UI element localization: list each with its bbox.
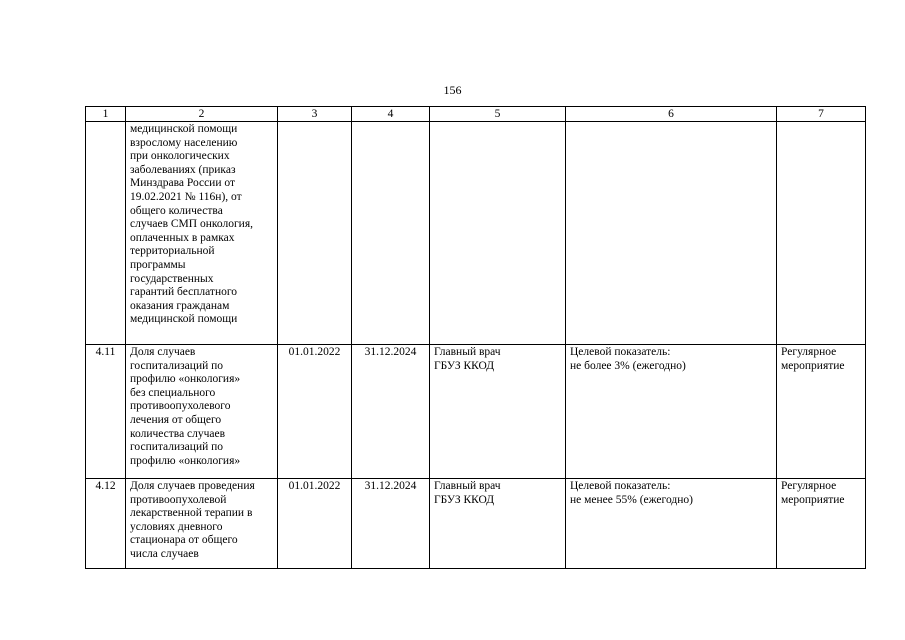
column-header: 1 bbox=[86, 107, 126, 122]
type-cell: Регулярное мероприятие bbox=[777, 345, 866, 479]
responsible-cell: Главный врач ГБУЗ ККОД bbox=[430, 345, 566, 479]
table-row bbox=[86, 345, 866, 479]
column-header: 2 bbox=[126, 107, 278, 122]
measures-table bbox=[85, 106, 866, 569]
type-cell: Регулярное мероприятие bbox=[777, 479, 866, 569]
column-header: 7 bbox=[777, 107, 866, 122]
result-cell: Целевой показатель: не более 3% (ежегодно) bbox=[566, 345, 777, 479]
row-number-cell: 4.12 bbox=[86, 479, 126, 569]
indicator-cell: медицинской помощи взрослому населению при онкологических заболеваниях (приказ Минздрава России от 19.02.2021 № 116н), от общего количества случаев СМП онкология, оплаченных в рамках территориальной программы государственных гарантий бесплатного оказания гражданам медицинской помощи bbox=[126, 122, 278, 345]
type-cell bbox=[777, 122, 866, 345]
responsible-cell: Главный врач ГБУЗ ККОД bbox=[430, 479, 566, 569]
column-header: 5 bbox=[430, 107, 566, 122]
indicator-cell: Доля случаев проведения противоопухолевой лекарственной терапии в условиях дневного стационара от общего числа случаев bbox=[126, 479, 278, 569]
table-header-row bbox=[86, 107, 866, 122]
start-date-cell bbox=[278, 122, 352, 345]
row-number-cell bbox=[86, 122, 126, 345]
start-date-cell: 01.01.2022 bbox=[278, 345, 352, 479]
end-date-cell: 31.12.2024 bbox=[352, 345, 430, 479]
end-date-cell: 31.12.2024 bbox=[352, 479, 430, 569]
start-date-cell: 01.01.2022 bbox=[278, 479, 352, 569]
table-row bbox=[86, 479, 866, 569]
indicator-cell: Доля случаев госпитализаций по профилю «онкология» без специального противоопухолевого лечения от общего количества случаев госпитализаций по профилю «онкология» bbox=[126, 345, 278, 479]
table-row bbox=[86, 122, 866, 345]
result-cell: Целевой показатель: не менее 55% (ежегодно) bbox=[566, 479, 777, 569]
responsible-cell bbox=[430, 122, 566, 345]
column-header: 3 bbox=[278, 107, 352, 122]
row-number-cell: 4.11 bbox=[86, 345, 126, 479]
column-header: 6 bbox=[566, 107, 777, 122]
column-header: 4 bbox=[352, 107, 430, 122]
page-number: 156 bbox=[443, 83, 462, 97]
end-date-cell bbox=[352, 122, 430, 345]
result-cell bbox=[566, 122, 777, 345]
